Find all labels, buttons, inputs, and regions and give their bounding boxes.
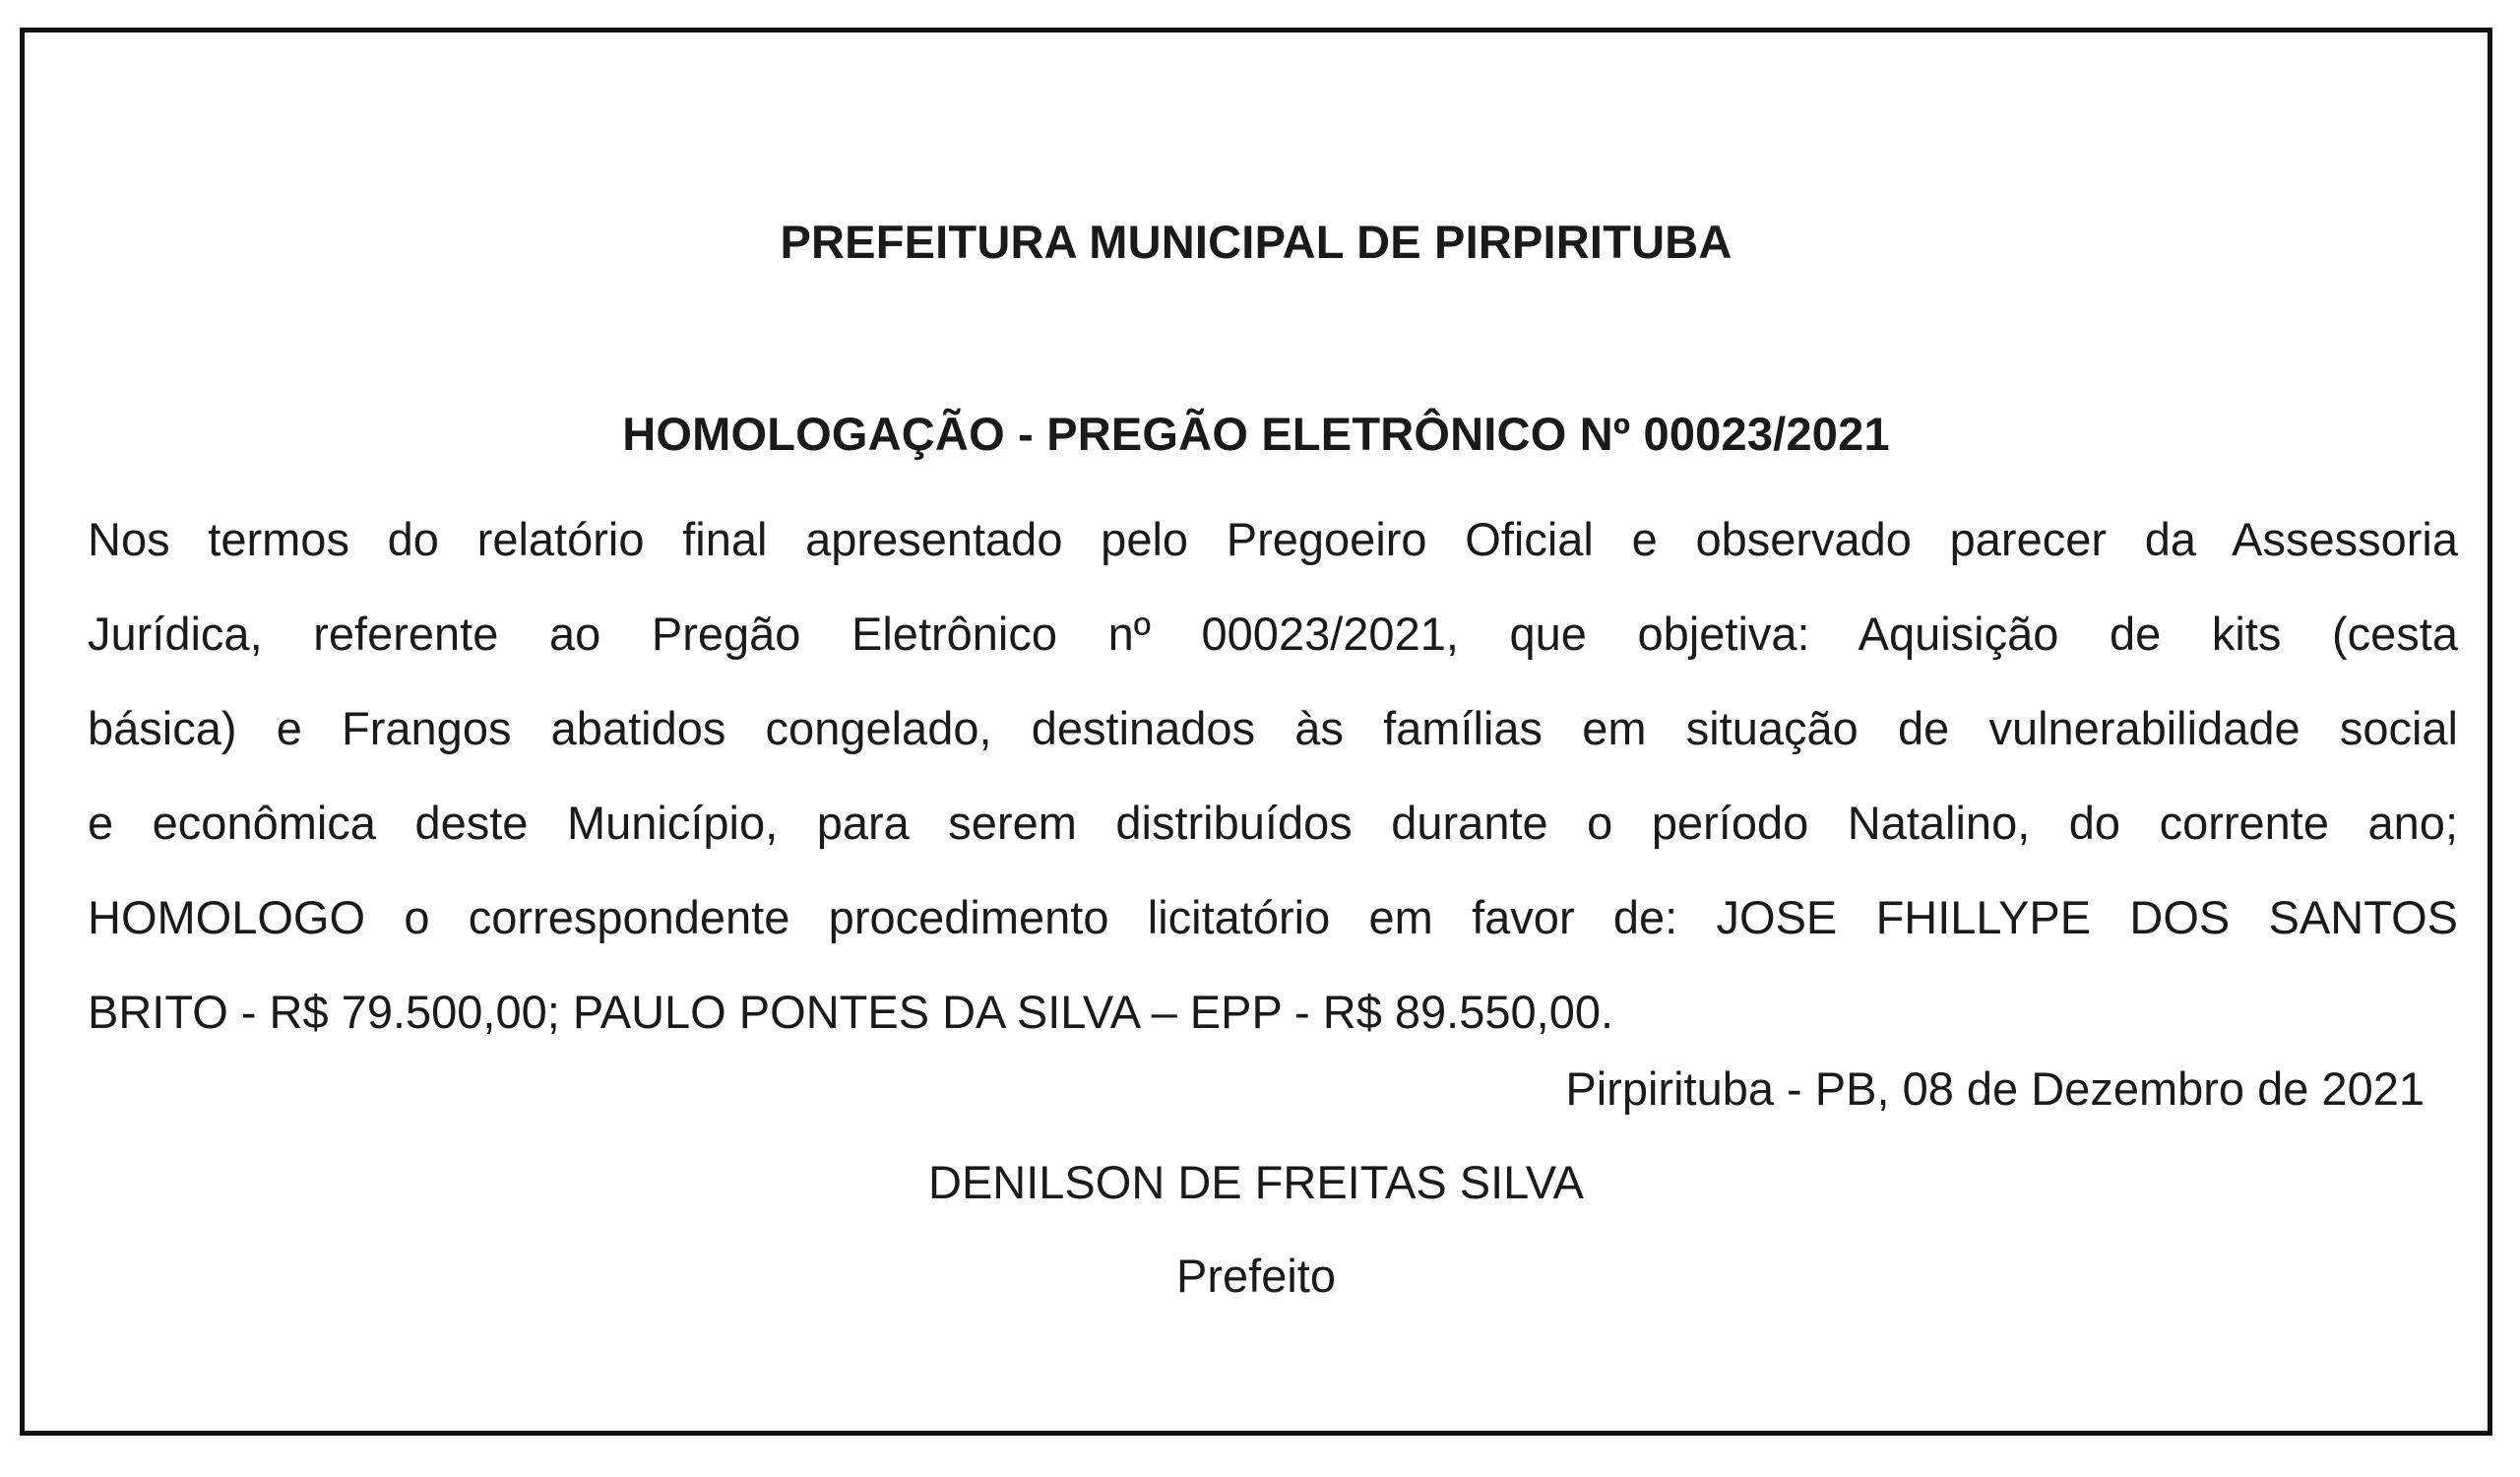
notice-title: HOMOLOGAÇÃO - PREGÃO ELETRÔNICO Nº 00023/2021 bbox=[622, 408, 1890, 460]
body-line: HOMOLOGO o correspondente procedimento licitatório em favor de: JOSE FHILLYPE DOS SANTOS bbox=[88, 891, 2458, 943]
signer-role: Prefeito bbox=[1176, 1250, 1336, 1302]
body-line: e econômica deste Município, para serem distribuídos durante o período Natalino, do corrente ano; bbox=[88, 797, 2458, 849]
body-line: Jurídica, referente ao Pregão Eletrônico nº 00023/2021, que objetiva: Aquisição de kits (cesta bbox=[88, 608, 2458, 660]
organization-heading: PREFEITURA MUNICIPAL DE PIRPIRITUBA bbox=[780, 216, 1732, 268]
place-date: Pirpirituba - PB, 08 de Dezembro de 2021 bbox=[1565, 1062, 2425, 1115]
body-line: BRITO - R$ 79.500,00; PAULO PONTES DA SILVA – EPP - R$ 89.550,00. bbox=[88, 986, 1614, 1038]
body-line: Nos termos do relatório final apresentado pelo Pregoeiro Oficial e observado parecer da Assessoria bbox=[88, 513, 2458, 565]
signer-name: DENILSON DE FREITAS SILVA bbox=[928, 1156, 1584, 1208]
body-line: básica) e Frangos abatidos congelado, destinados às famílias em situação de vulnerabilidade social bbox=[88, 702, 2458, 754]
notice-body bbox=[88, 492, 2458, 1060]
notice-frame bbox=[20, 28, 2492, 1436]
